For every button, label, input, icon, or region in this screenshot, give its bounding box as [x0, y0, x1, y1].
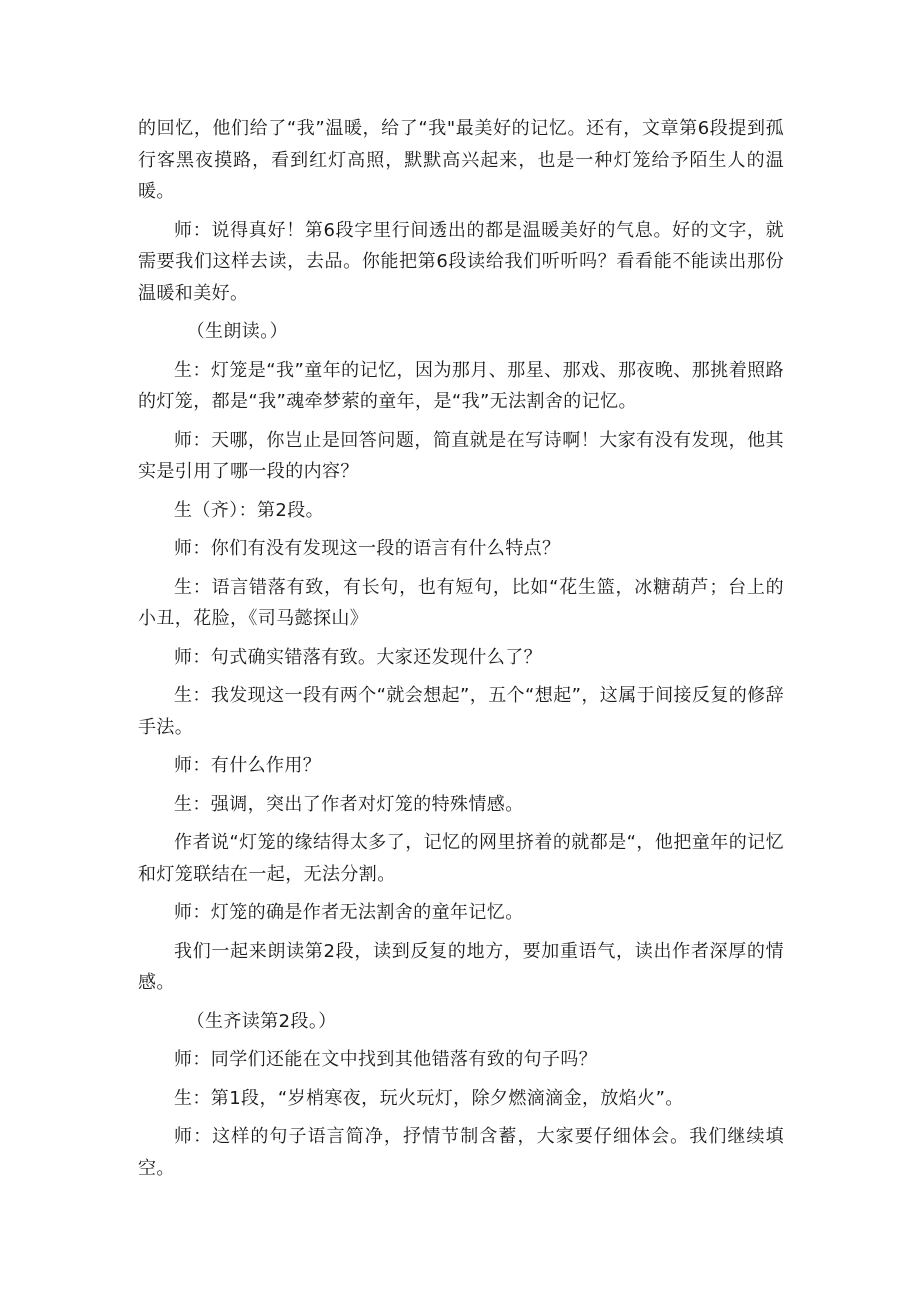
paragraph-14: 师：灯笼的确是作者无法割舍的童年记忆。 [174, 902, 524, 923]
paragraph-5: 师：天哪，你岂止是回答问题，简直就是在写诗啊！大家有没有发现，他其实是引用了哪一段的内容？ [138, 429, 784, 482]
paragraph-10: 生：我发现这一段有两个“就会想起”，五个“想起”，这属于间接反复的修辞手法。 [138, 685, 784, 738]
paragraph-17: 师：同学们还能在文中找到其他错落有致的句子吗？ [174, 1049, 598, 1070]
paragraph-4: 生：灯笼是“我”童年的记忆，因为那月、那星、那戏、那夜晚、那挑着照路的灯笼，都是“我”魂牵梦萦的童年，是“我”无法割舍的记忆。 [138, 359, 784, 412]
paragraph-19: 师：这样的句子语言简净，抒情节制含蓄，大家要仔细体会。我们继续填空。 [138, 1126, 784, 1179]
paragraph-6: 生（齐）：第2段。 [174, 499, 325, 521]
paragraph-3: （生朗读。） [186, 321, 288, 342]
paragraph-11: 师：有什么作用？ [174, 755, 322, 776]
paragraph-1: 的回忆，他们给了“我”温暖，给了“我"最美好的记忆。还有，文章第6段提到孤行客黑夜摸路，看到红灯高照，默默高兴起来，也是一种灯笼给予陌生人的温暖。 [138, 118, 784, 202]
paragraph-18: 生：第1段，“岁梢寒夜，玩火玩灯，除夕燃滴滴金，放焰火”。 [174, 1087, 684, 1109]
paragraph-2: 师：说得真好！第6段字里行间透出的都是温暖美好的气息。好的文字，就需要我们这样去读，去品。你能把第6段读给我们听听吗？看看能不能读出那份温暖和美好。 [138, 219, 784, 304]
paragraph-15: 我们一起来朗读第2段，读到反复的地方，要加重语气，读出作者深厚的情感。 [138, 940, 784, 993]
paragraph-9: 师：句式确实错落有致。大家还发现什么了？ [174, 646, 542, 668]
document-body [138, 113, 784, 1191]
paragraph-12: 生：强调，突出了作者对灯笼的特殊情感。 [174, 793, 524, 815]
paragraph-13: 作者说“灯笼的缘结得太多了，记忆的网里挤着的就都是“，他把童年的记忆和灯笼联结在一起，无法分割。 [138, 832, 784, 885]
paragraph-16: （生齐读第2段。） [186, 1010, 337, 1032]
paragraph-8: 生：语言错落有致，有长句，也有短句，比如“花生篮，冰糖葫芦；台上的小丑，花脸，《司马懿探山》 [138, 576, 784, 629]
paragraph-7: 师：你们有没有发现这一段的语言有什么特点？ [174, 538, 561, 559]
